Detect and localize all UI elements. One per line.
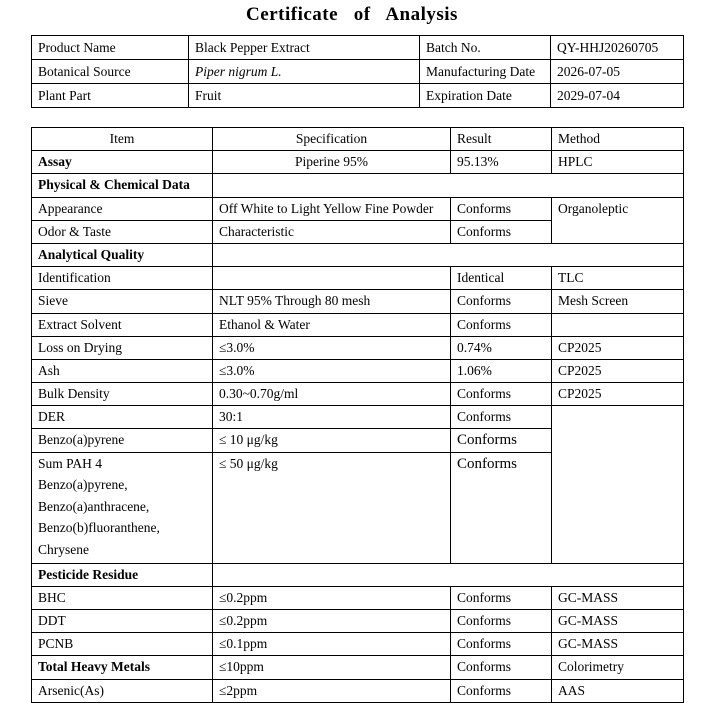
row-item: Sieve (32, 290, 213, 313)
value-plant-part: Fruit (189, 84, 420, 108)
row-item: PCNB (32, 633, 213, 656)
row-item-pah (32, 452, 213, 563)
row-method (552, 313, 684, 336)
pah-line: Chrysene (38, 541, 89, 557)
row-method: Mesh Screen (552, 290, 684, 313)
label-product-name: Product Name (32, 36, 189, 60)
section-label: Physical & Chemical Data (32, 174, 213, 197)
header-row (32, 36, 684, 60)
section-row (32, 174, 684, 197)
pah-line: Benzo(a)anthracene, (38, 498, 150, 514)
row-spec: ≤0.2ppm (213, 586, 451, 609)
section-row (32, 563, 684, 586)
row-spec: ≤3.0% (213, 336, 451, 359)
label-batch-no: Batch No. (420, 36, 551, 60)
row-result: Conforms (451, 406, 552, 429)
row-method: Colorimetry (552, 656, 684, 679)
row-method: GC-MASS (552, 633, 684, 656)
header-row (32, 60, 684, 84)
section-filler (213, 174, 684, 197)
row-item: Assay (32, 151, 213, 174)
row-spec: 0.30~0.70g/ml (213, 383, 451, 406)
row-result: Conforms (451, 197, 552, 220)
table-row (32, 406, 684, 429)
row-item: BHC (32, 586, 213, 609)
row-result: Identical (451, 267, 552, 290)
row-method: TLC (552, 267, 684, 290)
analysis-table (31, 127, 684, 703)
label-botanical-source: Botanical Source (32, 60, 189, 84)
table-row (32, 151, 684, 174)
row-method: GC-MASS (552, 586, 684, 609)
row-spec: Characteristic (213, 220, 451, 243)
table-row (32, 679, 684, 702)
table-row (32, 313, 684, 336)
table-row (32, 267, 684, 290)
section-row (32, 243, 684, 266)
header-row (32, 84, 684, 108)
row-method: GC-MASS (552, 610, 684, 633)
row-method: HPLC (552, 151, 684, 174)
row-spec: ≤3.0% (213, 359, 451, 382)
row-spec: ≤0.1ppm (213, 633, 451, 656)
row-result: Conforms (451, 610, 552, 633)
column-header-method: Method (552, 128, 684, 151)
row-spec: Off White to Light Yellow Fine Powder (213, 197, 451, 220)
row-method: Organoleptic (552, 197, 684, 243)
row-result: Conforms (451, 633, 552, 656)
row-spec: ≤10ppm (213, 656, 451, 679)
table-row (32, 336, 684, 359)
row-result: Conforms (451, 313, 552, 336)
row-item: DDT (32, 610, 213, 633)
product-info-table (31, 35, 684, 108)
table-row (32, 610, 684, 633)
value-batch-no: QY-HHJ20260705 (551, 36, 684, 60)
value-product-name: Black Pepper Extract (189, 36, 420, 60)
row-spec: NLT 95% Through 80 mesh (213, 290, 451, 313)
pah-line: Benzo(a)pyrene, (38, 477, 128, 493)
table-row (32, 586, 684, 609)
row-result: Conforms (451, 429, 552, 452)
label-manufacturing-date: Manufacturing Date (420, 60, 551, 84)
row-spec (213, 267, 451, 290)
row-method: CP2025 (552, 383, 684, 406)
row-item: Total Heavy Metals (32, 656, 213, 679)
row-item: Ash (32, 359, 213, 382)
row-spec: 30:1 (213, 406, 451, 429)
row-item: Extract Solvent (32, 313, 213, 336)
table-row (32, 197, 684, 220)
row-method (552, 406, 684, 563)
table-row (32, 290, 684, 313)
pah-line: Sum PAH 4 (38, 455, 103, 471)
row-item: Arsenic(As) (32, 679, 213, 702)
section-label: Analytical Quality (32, 243, 213, 266)
row-result: 1.06% (451, 359, 552, 382)
row-spec: ≤ 10 μg/kg (213, 429, 451, 452)
row-spec: ≤0.2ppm (213, 610, 451, 633)
document-title: Certificate of Analysis (246, 4, 458, 25)
row-result: Conforms (451, 383, 552, 406)
row-spec: ≤ 50 μg/kg (213, 452, 451, 563)
table-row (32, 633, 684, 656)
row-item: Odor & Taste (32, 220, 213, 243)
row-result: Conforms (451, 586, 552, 609)
row-result: Conforms (451, 679, 552, 702)
row-method: CP2025 (552, 336, 684, 359)
row-spec: Ethanol & Water (213, 313, 451, 336)
row-result: Conforms (451, 452, 552, 563)
row-item: Appearance (32, 197, 213, 220)
section-filler (213, 243, 684, 266)
row-method: CP2025 (552, 359, 684, 382)
row-item: Loss on Drying (32, 336, 213, 359)
value-expiration-date: 2029-07-04 (551, 84, 684, 108)
row-result: 0.74% (451, 336, 552, 359)
row-spec: ≤2ppm (213, 679, 451, 702)
row-spec: Piperine 95% (213, 151, 451, 174)
row-item: Benzo(a)pyrene (32, 429, 213, 452)
row-item: Identification (32, 267, 213, 290)
column-header-result: Result (451, 128, 552, 151)
label-plant-part: Plant Part (32, 84, 189, 108)
label-expiration-date: Expiration Date (420, 84, 551, 108)
row-item: Bulk Density (32, 383, 213, 406)
row-result: 95.13% (451, 151, 552, 174)
column-header-specification: Specification (213, 128, 451, 151)
table-row (32, 656, 684, 679)
column-header-item: Item (32, 128, 213, 151)
row-result: Conforms (451, 290, 552, 313)
table-row (32, 359, 684, 382)
table-row (32, 383, 684, 406)
pah-line: Benzo(b)fluoranthene, (38, 520, 160, 536)
section-filler (213, 563, 684, 586)
row-method: AAS (552, 679, 684, 702)
row-result: Conforms (451, 220, 552, 243)
value-botanical-source: Piper nigrum L. (189, 60, 420, 84)
row-result: Conforms (451, 656, 552, 679)
section-label: Pesticide Residue (32, 563, 213, 586)
column-header-row (32, 128, 684, 151)
row-item: DER (32, 406, 213, 429)
value-manufacturing-date: 2026-07-05 (551, 60, 684, 84)
